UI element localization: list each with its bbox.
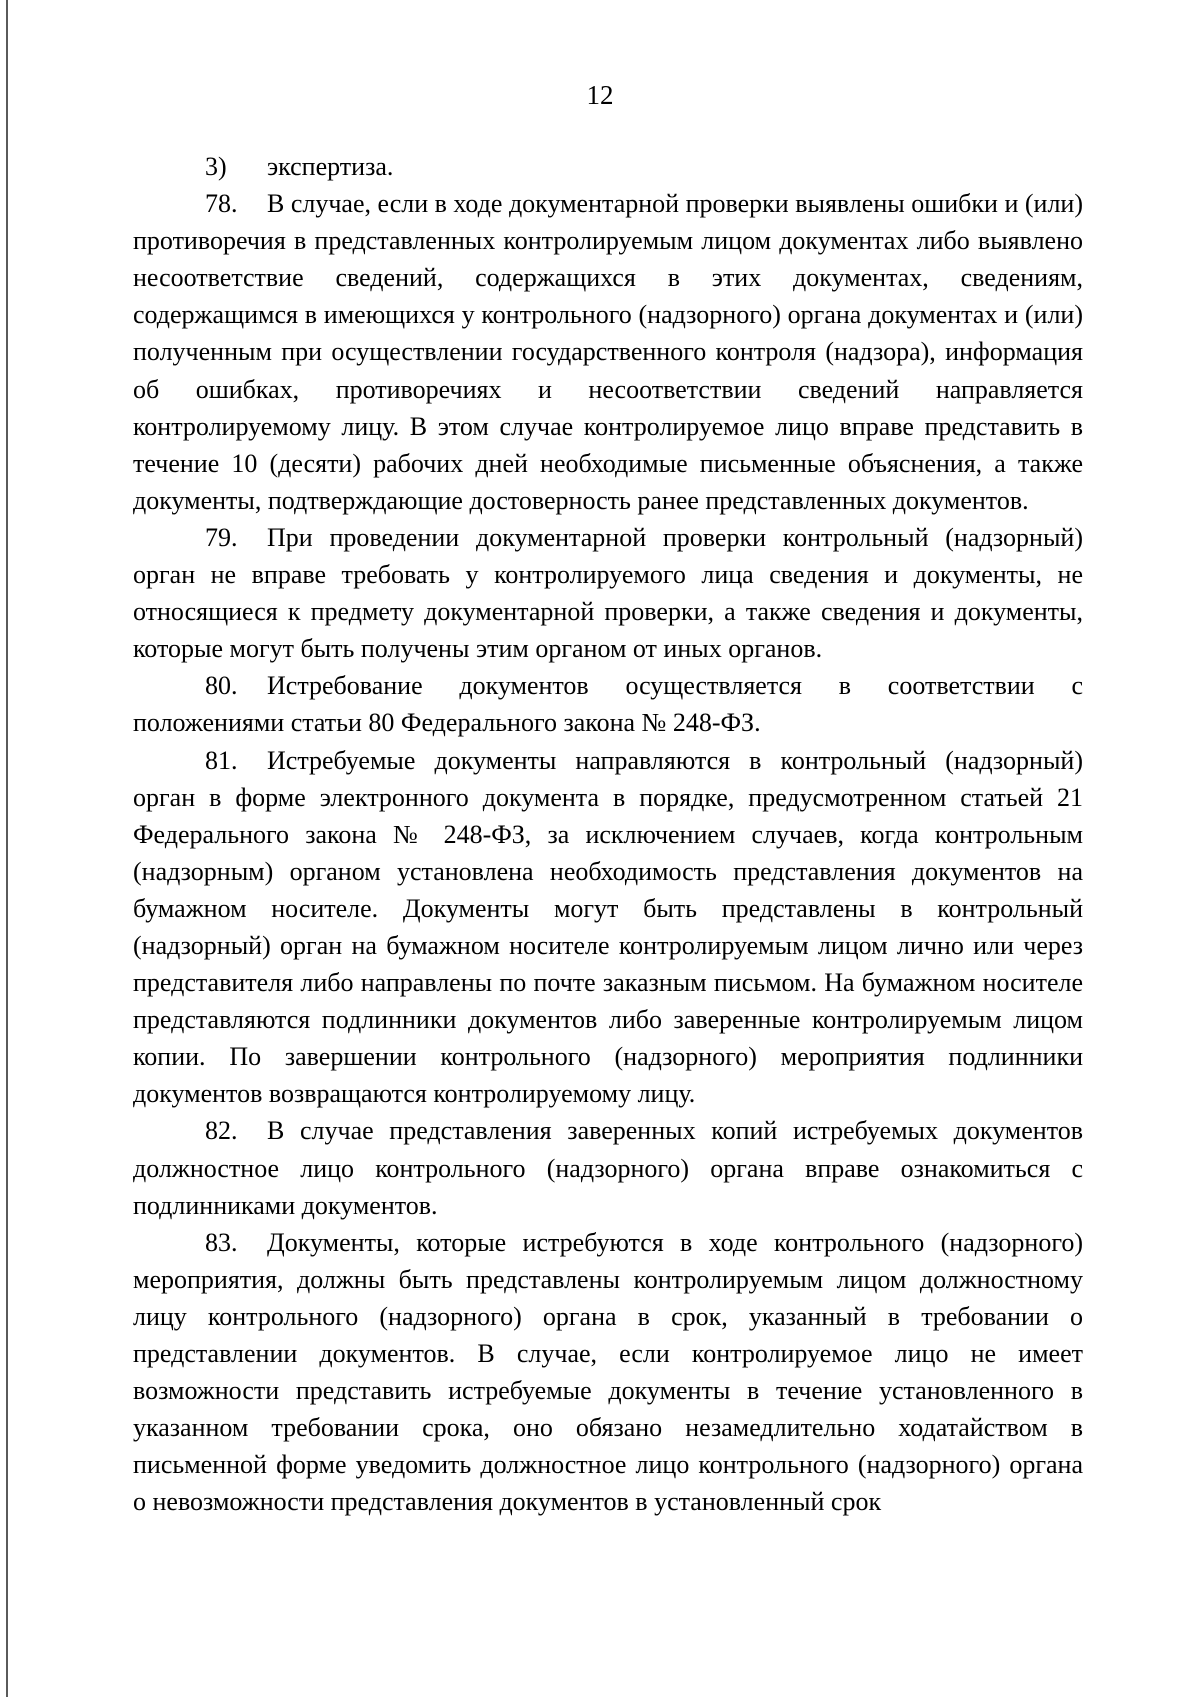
paragraph-80 [133, 667, 1083, 741]
paragraph-text: Истребование документов осуществляется в соответствии с положениями статьи 80 Федерального закона № 248-ФЗ. [133, 671, 1083, 738]
paragraph-number: 80. [205, 671, 238, 701]
paragraph-text: Документы, которые истребуются в ходе контрольного (надзорного) мероприятия, должны быть представлены контролируемым лицом должностному лицу контрольного (надзорного) органа в срок, указанный в требовании о представлении документов. В случае, если контролируемое лицо не имеет возможности представить истребуемые документы в течение установленного в указанном требовании срока, оно обязано незамедлительно ходатайством в письменной форме уведомить должностное лицо контрольного (надзорного) органа о невозможности представления документов в установленный срок [133, 1227, 1083, 1517]
paragraph-text: В случае представления заверенных копий истребуемых документов должностное лицо контрольного (надзорного) органа вправе ознакомиться с подлинниками документов. [133, 1116, 1083, 1220]
paragraph-item-3 [133, 148, 1083, 185]
paragraph-78 [133, 185, 1083, 519]
paragraph-79 [133, 519, 1083, 667]
paragraph-number: 81. [205, 745, 238, 775]
paragraph-number: 78. [205, 189, 238, 219]
paragraph-81 [133, 742, 1083, 1113]
paragraph-83 [133, 1224, 1083, 1521]
page-number: 12 [586, 80, 614, 110]
document-body [133, 148, 1083, 1520]
paragraph-number: 82. [205, 1116, 238, 1146]
scan-edge-line [6, 0, 8, 1697]
paragraph-number: 79. [205, 522, 238, 552]
paragraph-number: 83. [205, 1227, 238, 1257]
paragraph-text: В случае, если в ходе документарной проверки выявлены ошибки и (или) противоречия в представленных контролируемым лицом документах либо выявлено несоответствие сведений, содержащихся в этих документах, сведениям, содержащимся в имеющихся у контрольного (надзорного) органа документах и (или) полученным при осуществлении государственного контроля (надзора), информация об ошибках, противоречиях и несоответствии сведений направляется контролируемому лицу. В этом случае контролируемое лицо вправе представить в течение 10 (десяти) рабочих дней необходимые письменные объяснения, а также документы, подтверждающие достоверность ранее представленных документов. [133, 189, 1083, 515]
paragraph-number: 3) [205, 152, 227, 181]
paragraph-text: При проведении документарной проверки контрольный (надзорный) орган не вправе требовать у контролируемого лица сведения и документы, не относящиеся к предмету документарной проверки, а также сведения и документы, которые могут быть получены этим органом от иных органов. [133, 522, 1083, 664]
paragraph-text: экспертиза. [267, 152, 394, 181]
paragraph-82 [133, 1112, 1083, 1223]
paragraph-text: Истребуемые документы направляются в контрольный (надзорный) орган в форме электронного документа в порядке, предусмотренном статьей 21 Федерального закона № 248-ФЗ, за исключением случаев, когда контрольным (надзорным) органом установлена необходимость представления документов на бумажном носителе. Документы могут быть представлены в контрольный (надзорный) орган на бумажном носителе контролируемым лицом лично или через представителя либо направлены по почте заказным письмом. На бумажном носителе представляются подлинники документов либо заверенные контролируемым лицом копии. По завершении контрольного (надзорного) мероприятия подлинники документов возвращаются контролируемому лицу. [133, 745, 1083, 1109]
